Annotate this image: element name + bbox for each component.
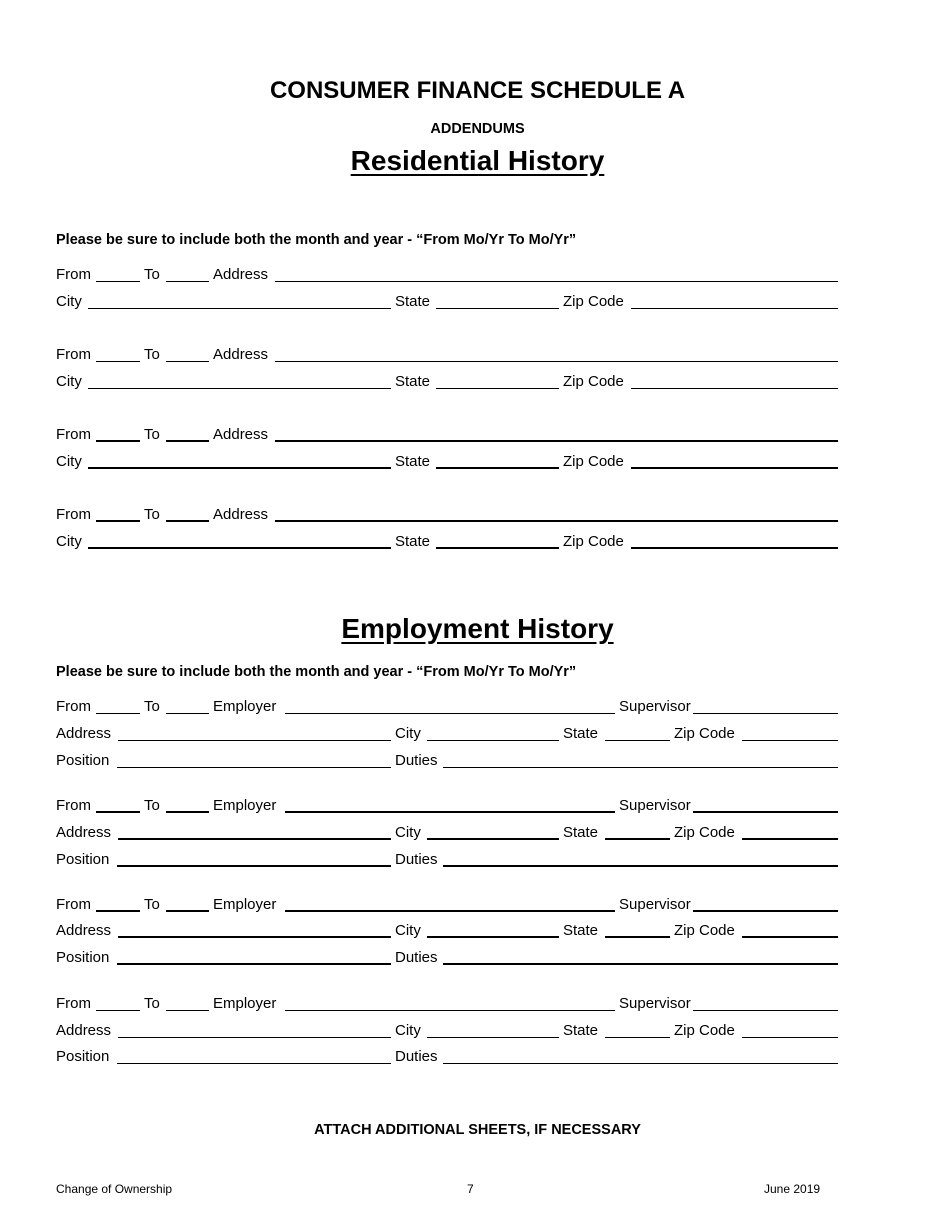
attach-sheets-notice: ATTACH ADDITIONAL SHEETS, IF NECESSARY [314,1122,641,1138]
city-label: City [395,824,421,841]
zip-field[interactable] [631,388,838,389]
address-label: Address [56,1022,112,1039]
address-label: Address [56,824,112,841]
employer-label: Employer [213,698,277,715]
state-label: State [563,1022,599,1039]
duties-label: Duties [395,1048,438,1065]
zip-field[interactable] [742,936,838,938]
state-field[interactable] [605,936,670,938]
duties-field[interactable] [443,963,838,965]
residential-instruction-note: Please be sure to include both the month and year - “From Mo/Yr To Mo/Yr” [56,232,577,248]
zip-field[interactable] [742,740,838,741]
position-field[interactable] [117,963,391,965]
zip-label: Zip Code [563,453,624,470]
duties-field[interactable] [443,865,838,867]
employment-line-2 [56,823,838,843]
page-subtitle: ADDENDUMS [430,121,525,137]
address-label: Address [56,922,112,939]
position-field[interactable] [117,767,391,768]
city-field[interactable] [427,740,559,741]
zip-label: Zip Code [674,824,735,841]
state-label: State [395,453,431,470]
city-field[interactable] [88,467,391,469]
duties-label: Duties [395,949,438,966]
zip-field[interactable] [631,547,838,549]
from-label: From [56,266,91,283]
employer-field[interactable] [285,811,615,813]
from-label: From [56,797,91,814]
city-field[interactable] [427,936,559,938]
state-field[interactable] [605,838,670,840]
employer-field[interactable] [285,1010,615,1011]
employer-label: Employer [213,896,277,913]
city-label: City [56,453,82,470]
residence-line-2 [56,452,838,472]
from-date-field[interactable] [96,910,140,912]
state-label: State [395,373,431,390]
residence-line-1 [56,425,838,445]
address-field[interactable] [118,740,391,741]
state-label: State [395,293,431,310]
employment-line-2 [56,724,838,744]
to-date-field[interactable] [166,1010,209,1011]
employer-field[interactable] [285,713,615,714]
from-label: From [56,426,91,443]
state-label: State [563,725,599,742]
to-label: To [144,995,160,1012]
from-date-field[interactable] [96,811,140,813]
employer-field[interactable] [285,910,615,912]
zip-label: Zip Code [563,533,624,550]
zip-label: Zip Code [674,1022,735,1039]
from-date-field[interactable] [96,713,140,714]
address-field[interactable] [275,281,838,282]
address-field[interactable] [118,1037,391,1038]
employment-line-3 [56,850,838,870]
state-label: State [563,922,599,939]
residence-line-1 [56,505,838,525]
to-label: To [144,346,160,363]
supervisor-label: Supervisor [619,698,691,715]
to-date-field[interactable] [166,361,209,362]
to-date-field[interactable] [166,281,209,282]
zip-label: Zip Code [674,725,735,742]
city-label: City [56,533,82,550]
zip-label: Zip Code [563,293,624,310]
to-label: To [144,698,160,715]
to-label: To [144,797,160,814]
to-date-field[interactable] [166,520,209,522]
from-date-field[interactable] [96,281,140,282]
city-label: City [56,373,82,390]
from-label: From [56,698,91,715]
supervisor-field[interactable] [693,811,838,813]
footer-left: Change of Ownership [56,1182,173,1196]
city-label: City [395,922,421,939]
from-date-field[interactable] [96,440,140,442]
address-field[interactable] [275,440,838,442]
from-label: From [56,995,91,1012]
employment-instruction-note: Please be sure to include both the month and year - “From Mo/Yr To Mo/Yr” [56,664,577,680]
duties-label: Duties [395,752,438,769]
from-date-field[interactable] [96,361,140,362]
zip-label: Zip Code [563,373,624,390]
to-date-field[interactable] [166,811,209,813]
position-field[interactable] [117,1063,391,1064]
address-label: Address [213,266,269,283]
to-label: To [144,896,160,913]
employment-line-1 [56,994,838,1014]
address-field[interactable] [118,838,391,840]
to-label: To [144,266,160,283]
address-field[interactable] [118,936,391,938]
supervisor-field[interactable] [693,910,838,912]
residence-line-2 [56,372,838,392]
zip-field[interactable] [631,308,838,309]
position-label: Position [56,1048,110,1065]
employment-line-3 [56,751,838,771]
residence-line-2 [56,292,838,312]
page-title: CONSUMER FINANCE SCHEDULE A [269,77,686,104]
from-date-field[interactable] [96,1010,140,1011]
employer-label: Employer [213,797,277,814]
to-label: To [144,506,160,523]
employment-line-1 [56,697,838,717]
employment-history-heading: Employment History [341,613,614,644]
position-label: Position [56,949,110,966]
to-date-field[interactable] [166,440,209,442]
employer-label: Employer [213,995,277,1012]
to-date-field[interactable] [166,910,209,912]
city-label: City [395,1022,421,1039]
to-label: To [144,426,160,443]
supervisor-label: Supervisor [619,797,691,814]
city-label: City [56,293,82,310]
employment-line-3 [56,948,838,968]
city-field[interactable] [88,547,391,549]
duties-label: Duties [395,851,438,868]
position-label: Position [56,851,110,868]
address-field[interactable] [275,520,838,522]
state-label: State [563,824,599,841]
position-field[interactable] [117,865,391,867]
city-field[interactable] [88,388,391,389]
state-field[interactable] [436,547,559,549]
state-field[interactable] [436,467,559,469]
zip-label: Zip Code [674,922,735,939]
address-label: Address [213,426,269,443]
supervisor-label: Supervisor [619,995,691,1012]
residence-line-1 [56,345,838,365]
city-field[interactable] [427,838,559,840]
zip-field[interactable] [631,467,838,469]
state-field[interactable] [605,740,670,741]
supervisor-field[interactable] [693,713,838,714]
state-label: State [395,533,431,550]
city-field[interactable] [88,308,391,309]
from-label: From [56,896,91,913]
from-date-field[interactable] [96,520,140,522]
zip-field[interactable] [742,838,838,840]
city-field[interactable] [427,1037,559,1038]
position-label: Position [56,752,110,769]
residence-line-2 [56,532,838,552]
address-label: Address [213,346,269,363]
residence-line-1 [56,265,838,285]
employment-line-2 [56,1021,838,1041]
residential-history-heading: Residential History [350,145,605,176]
employment-line-2 [56,921,838,941]
address-field[interactable] [275,361,838,362]
footer-date: June 2019 [764,1182,821,1196]
address-label: Address [56,725,112,742]
duties-field[interactable] [443,767,838,768]
employment-line-1 [56,895,838,915]
city-label: City [395,725,421,742]
state-field[interactable] [436,388,559,389]
state-field[interactable] [436,308,559,309]
duties-field[interactable] [443,1063,838,1064]
to-date-field[interactable] [166,713,209,714]
from-label: From [56,346,91,363]
employment-line-1 [56,796,838,816]
employment-line-3 [56,1047,838,1067]
supervisor-label: Supervisor [619,896,691,913]
supervisor-field[interactable] [693,1010,838,1011]
from-label: From [56,506,91,523]
page-number: 7 [467,1182,474,1196]
address-label: Address [213,506,269,523]
state-field[interactable] [605,1037,670,1038]
zip-field[interactable] [742,1037,838,1038]
